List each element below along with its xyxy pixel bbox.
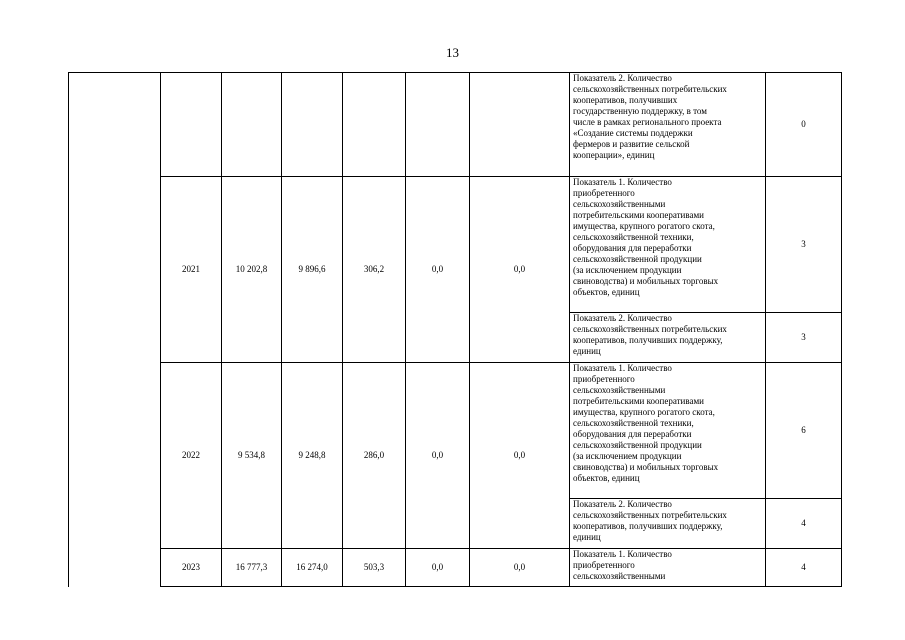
year-cell: 2022 [161,363,222,549]
total-cell: 10 202,8 [222,177,282,363]
local-budget-cell: 0,0 [406,177,470,363]
indicator-text-cell: Показатель 1. Количество приобретенного сельскохозяйственными потребительскими кооперативами имущества, крупного рогатого скота, сельскохозяйственной техники, оборудования для переработки сельскохозяйственной продукции (за исключением продукции свиноводства) и мобильных торговых объектов, единиц [570,177,766,313]
local-budget-cell: 0,0 [406,549,470,587]
funding-indicators-table [68,72,842,587]
year-cell: 2021 [161,177,222,363]
indicator-value-cell: 6 [766,363,842,499]
total-cell [222,73,282,177]
indicator-text-cell: Показатель 2. Количество сельскохозяйственных потребительских кооперативов, получивших поддержку, единиц [570,313,766,363]
indicator-text-cell: Показатель 1. Количество приобретенного сельскохозяйственными [570,549,766,587]
regional-budget-cell: 306,2 [343,177,406,363]
regional-budget-cell: 286,0 [343,363,406,549]
federal-budget-cell: 9 896,6 [282,177,343,363]
indicator-text-cell: Показатель 1. Количество приобретенного сельскохозяйственными потребительскими кооперативами имущества, крупного рогатого скота, сельскохозяйственной техники, оборудования для переработки сельскохозяйственной продукции (за исключением продукции свиноводства) и мобильных торговых объектов, единиц [570,363,766,499]
program-name-cell [69,73,161,587]
indicator-value-cell: 4 [766,499,842,549]
indicator-text-cell: Показатель 2. Количество сельскохозяйственных потребительских кооперативов, получивших поддержку, единиц [570,499,766,549]
total-cell: 9 534,8 [222,363,282,549]
indicator-text-cell: Показатель 2. Количество сельскохозяйственных потребительских кооперативов, получивших государственную поддержку, в том числе в рамках регионального проекта «Создание системы поддержки фермеров и развитие сельской кооперации», единиц [570,73,766,177]
other-sources-cell: 0,0 [470,177,570,363]
year-cell: 2023 [161,549,222,587]
federal-budget-cell: 9 248,8 [282,363,343,549]
local-budget-cell [406,73,470,177]
other-sources-cell: 0,0 [470,549,570,587]
indicator-value-cell: 3 [766,177,842,313]
table-row [69,363,842,499]
indicator-value-cell: 0 [766,73,842,177]
total-cell: 16 777,3 [222,549,282,587]
table-row [69,549,842,587]
other-sources-cell: 0,0 [470,363,570,549]
local-budget-cell: 0,0 [406,363,470,549]
other-sources-cell [470,73,570,177]
regional-budget-cell: 503,3 [343,549,406,587]
regional-budget-cell [343,73,406,177]
year-cell [161,73,222,177]
federal-budget-cell [282,73,343,177]
indicator-value-cell: 3 [766,313,842,363]
table-row [69,177,842,313]
table-row [69,73,842,177]
federal-budget-cell: 16 274,0 [282,549,343,587]
indicator-value-cell: 4 [766,549,842,587]
page-number: 13 [446,45,459,60]
